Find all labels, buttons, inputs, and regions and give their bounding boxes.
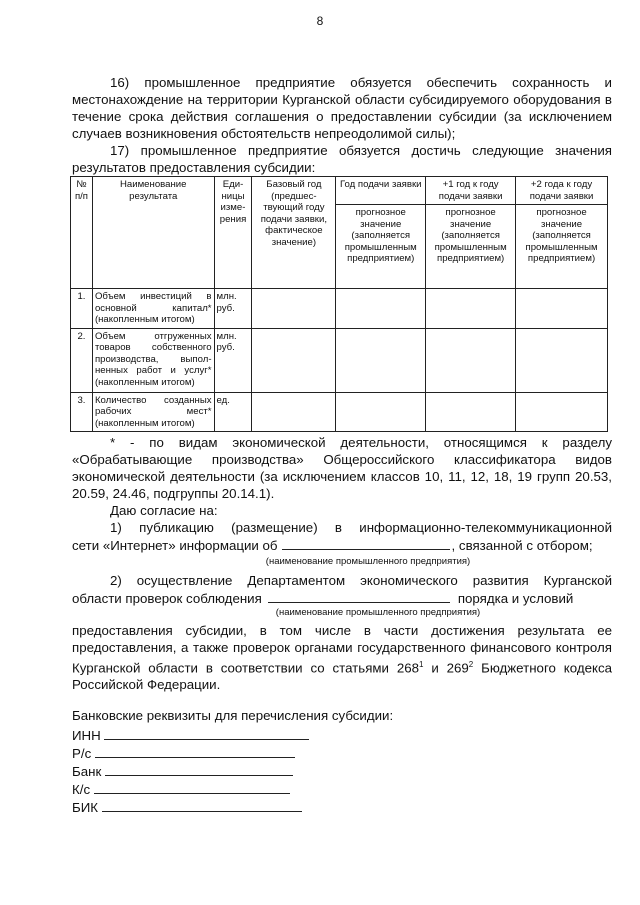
bank-field-ks	[72, 780, 290, 798]
bank-field-inn	[72, 726, 309, 744]
consent-2-rest-and: и 269	[423, 660, 469, 676]
consent-1-line-2	[72, 536, 612, 554]
bank-field-label: Банк	[72, 764, 102, 779]
header-base-year: Базовый год (предшес- твующий году подачи заявки, фактическое значение)	[252, 177, 336, 289]
cell-empty[interactable]	[516, 392, 608, 432]
bank-field-label: Р/с	[72, 746, 92, 761]
cell-empty[interactable]	[426, 289, 516, 329]
cell-empty[interactable]	[252, 289, 336, 329]
consent-2-rest-a: предоставления субсидии, в том числе в части достижения результата ее предоставления, а также проверок органами государственного финансового контроля Курганской области в соответствии со статьями 268	[72, 623, 612, 676]
bik-field[interactable]	[102, 798, 302, 812]
enterprise-name-field-2[interactable]	[268, 589, 450, 603]
cell-empty[interactable]	[336, 328, 426, 392]
forecast-note: прогнозное значение (заполняется промышленным предприятием)	[426, 205, 516, 289]
row-name: Количество созданных рабочих мест* (накопленным итогом)	[92, 392, 214, 432]
ks-field[interactable]	[94, 780, 290, 794]
cell-empty[interactable]	[336, 392, 426, 432]
bank-field-bank	[72, 762, 293, 780]
header-name: Наименование результата	[92, 177, 214, 289]
bank-field-label: К/с	[72, 782, 91, 797]
bank-field-label: ИНН	[72, 728, 101, 743]
row-num: 1.	[71, 289, 93, 329]
rs-field[interactable]	[95, 744, 295, 758]
cell-empty[interactable]	[516, 289, 608, 329]
consent-1-text-b: , связанной с отбором;	[451, 538, 593, 553]
row-name: Объем инвестиций в основной капитал* (накопленным итогом)	[92, 289, 214, 329]
bank-title: Банковские реквизиты для перечисления субсидии:	[72, 708, 394, 723]
item-16: 16) промышленное предприятие обязуется обеспечить сохранность и местонахождение на территории Курганской области субсидируемого оборудования в течение срока действия соглашения о предоставлении субсидии (за исключением случаев возникновения обстоятельств непреодолимой силы);	[72, 75, 612, 141]
item-17: 17) промышленное предприятие обязуется достичь следующие значения результатов предоставления субсидии:	[72, 143, 612, 175]
consent-2-text-a: области проверок соблюдения	[72, 591, 262, 606]
row-num: 2.	[71, 328, 93, 392]
consent-1-text-a: сети «Интернет» информации об	[72, 538, 278, 553]
cell-empty[interactable]	[252, 392, 336, 432]
consent-2-rest-b: Бюджетного кодекса Российской Федерации.	[72, 660, 612, 693]
header-unit: Еди- ницы изме- рения	[214, 177, 252, 289]
header-year-0: Год подачи заявки	[336, 177, 426, 205]
forecast-note: прогнозное значение (заполняется промышленным предприятием)	[336, 205, 426, 289]
cell-empty[interactable]	[426, 328, 516, 392]
consent-2-line-1: 2) осуществление Департаментом экономического развития Курганской	[110, 573, 612, 588]
table-row	[71, 289, 608, 329]
header-year-2: +2 года к году подачи заявки	[516, 177, 608, 205]
row-unit: млн. руб.	[214, 328, 252, 392]
sup-2: 2	[468, 660, 474, 669]
row-unit: млн. руб.	[214, 289, 252, 329]
page-number: 8	[316, 14, 324, 28]
caption-enterprise-2: (наименование промышленного предприятия)	[275, 607, 481, 618]
enterprise-name-field[interactable]	[282, 536, 450, 550]
table-row	[71, 392, 608, 432]
cell-empty[interactable]	[336, 289, 426, 329]
inn-field[interactable]	[104, 726, 309, 740]
forecast-note: прогнозное значение (заполняется промышленным предприятием)	[516, 205, 608, 289]
caption-enterprise-1: (наименование промышленного предприятия)	[265, 556, 471, 567]
consent-2-line-2	[72, 589, 612, 607]
consent-intro: Даю согласие на:	[110, 503, 218, 518]
bank-field-rs	[72, 744, 295, 762]
row-unit: ед.	[214, 392, 252, 432]
table-row	[71, 328, 608, 392]
bank-field-bik	[72, 798, 302, 816]
footnote: * - по видам экономической деятельности, относящимся к разделу «Обрабатывающие производства» Общероссийского классификатора видов экономической деятельности (за исключением классов 10, 11, 12, 18, 19 групп 20.53, 20.59, 24.46, подгруппы 20.14.1).	[72, 435, 612, 501]
bank-name-field[interactable]	[105, 762, 293, 776]
cell-empty[interactable]	[516, 328, 608, 392]
consent-2-rest	[72, 622, 612, 693]
sup-1: 1	[419, 660, 424, 669]
header-num: № п/п	[71, 177, 93, 289]
results-table	[70, 176, 608, 432]
consent-2-text-b: порядка и условий	[457, 591, 574, 606]
row-num: 3.	[71, 392, 93, 432]
cell-empty[interactable]	[426, 392, 516, 432]
cell-empty[interactable]	[252, 328, 336, 392]
row-name: Объем отгруженных товаров собственного производства, выпол- ненных работ и услуг* (накопленным итогом)	[92, 328, 214, 392]
consent-1-line-1: 1) публикацию (размещение) в информационно-телекоммуникационной	[110, 520, 612, 535]
header-year-1: +1 год к году подачи заявки	[426, 177, 516, 205]
bank-field-label: БИК	[72, 800, 99, 815]
table-header-row	[71, 177, 608, 205]
